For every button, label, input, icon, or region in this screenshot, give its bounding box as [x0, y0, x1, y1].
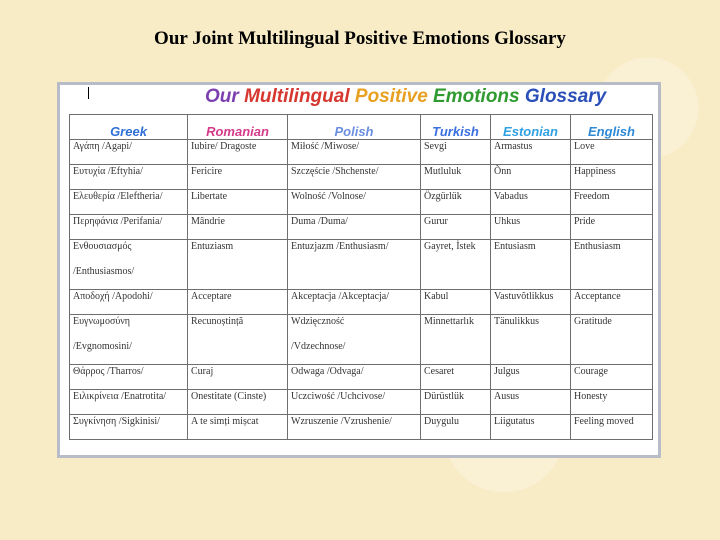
table-cell	[288, 265, 421, 290]
table-cell: Περηφάνια /Perifania/	[70, 215, 188, 240]
table-cell: Acceptare	[188, 290, 288, 315]
table-cell: Feeling moved	[571, 415, 653, 440]
table-cell: Libertate	[188, 190, 288, 215]
table-cell: Sevgi	[421, 140, 491, 165]
table-cell: Ευγνωμοσύνη	[70, 315, 188, 340]
table-cell: A te simți mișcat	[188, 415, 288, 440]
table-cell: Cesaret	[421, 365, 491, 390]
table-cell: Wzruszenie /Vzrushenie/	[288, 415, 421, 440]
header-romanian: Romanian	[188, 115, 288, 140]
table-cell: Õnn	[491, 165, 571, 190]
table-row	[70, 315, 653, 340]
table-row	[70, 190, 653, 215]
table-cell: Enthusiasm	[571, 240, 653, 265]
table-cell: Recunoștință	[188, 315, 288, 340]
table-row	[70, 165, 653, 190]
table-cell: Armastus	[491, 140, 571, 165]
table-cell: Freedom	[571, 190, 653, 215]
header-row	[70, 115, 653, 140]
table-cell: Wolność /Volnose/	[288, 190, 421, 215]
table-cell: Συγκίνηση /Sigkinisi/	[70, 415, 188, 440]
table-cell: Iubire/ Dragoste	[188, 140, 288, 165]
glossary-banner	[205, 85, 607, 109]
banner-word: Glossary	[524, 86, 607, 107]
table-cell	[421, 340, 491, 365]
table-cell: /Vdzechnose/	[288, 340, 421, 365]
header-english: English	[571, 115, 653, 140]
table-cell	[571, 265, 653, 290]
table-cell: Ενθουσιασμός	[70, 240, 188, 265]
table-cell: Liigutatus	[491, 415, 571, 440]
table-cell: Gayret, İstek	[421, 240, 491, 265]
table-cell: Dürüstlük	[421, 390, 491, 415]
table-cell	[188, 340, 288, 365]
header-polish: Polish	[288, 115, 421, 140]
table-cell: Pride	[571, 215, 653, 240]
table-row	[70, 415, 653, 440]
table-cell: Szczęście /Shchenste/	[288, 165, 421, 190]
table-row	[70, 340, 653, 365]
table-cell	[188, 265, 288, 290]
table-cell: Minnettarlık	[421, 315, 491, 340]
table-cell: Özgürlük	[421, 190, 491, 215]
banner-word: Our	[205, 86, 239, 107]
table-cell: Uczciwość /Uchcivose/	[288, 390, 421, 415]
table-cell: Fericire	[188, 165, 288, 190]
header-turkish: Turkish	[421, 115, 491, 140]
table-cell: Akceptacja /Akceptacja/	[288, 290, 421, 315]
table-cell: Odwaga /Odvaga/	[288, 365, 421, 390]
table-cell: Onestitate (Cinste)	[188, 390, 288, 415]
glossary-image-frame	[57, 82, 661, 458]
banner-word: Positive	[354, 86, 428, 107]
table-cell: Αποδοχή /Apodohi/	[70, 290, 188, 315]
table-cell: Uhkus	[491, 215, 571, 240]
table-row	[70, 365, 653, 390]
header-greek: Greek	[70, 115, 188, 140]
table-cell: Acceptance	[571, 290, 653, 315]
table-cell: Mutluluk	[421, 165, 491, 190]
table-cell: Gratitude	[571, 315, 653, 340]
table-row	[70, 140, 653, 165]
table-cell: Αγάπη /Agapi/	[70, 140, 188, 165]
table-row	[70, 215, 653, 240]
table-row	[70, 240, 653, 265]
table-cell: Entusiasm	[491, 240, 571, 265]
table-cell: Love	[571, 140, 653, 165]
table-cell: Vabadus	[491, 190, 571, 215]
table-cell: Duma /Duma/	[288, 215, 421, 240]
banner-word: Multilingual	[244, 86, 350, 107]
table-cell: Curaj	[188, 365, 288, 390]
header-estonian: Estonian	[491, 115, 571, 140]
table-cell: Courage	[571, 365, 653, 390]
glossary-table	[69, 114, 653, 440]
table-cell: Gurur	[421, 215, 491, 240]
table-cell: Kabul	[421, 290, 491, 315]
table-cell: Wdzięczność	[288, 315, 421, 340]
table-cell	[421, 265, 491, 290]
table-cell: Θάρρος /Tharros/	[70, 365, 188, 390]
table-row	[70, 290, 653, 315]
table-cell: Miłość /Miwose/	[288, 140, 421, 165]
table-cell: Ειλικρίνεια /Enatrotita/	[70, 390, 188, 415]
table-cell: Ευτυχία /Eftyhia/	[70, 165, 188, 190]
table-cell	[491, 340, 571, 365]
table-row	[70, 390, 653, 415]
table-cell: Vastuvõtlikkus	[491, 290, 571, 315]
table-cell: Ausus	[491, 390, 571, 415]
table-cell	[571, 340, 653, 365]
text-cursor-marker	[88, 87, 89, 99]
table-cell	[491, 265, 571, 290]
table-cell: Honesty	[571, 390, 653, 415]
table-cell: Entuzjazm /Enthusiasm/	[288, 240, 421, 265]
table-cell: Ελευθερία /Eleftheria/	[70, 190, 188, 215]
table-cell: Entuziasm	[188, 240, 288, 265]
table-cell: Mândrie	[188, 215, 288, 240]
banner-word: Emotions	[433, 86, 520, 107]
table-cell: Happiness	[571, 165, 653, 190]
table-cell: Duygulu	[421, 415, 491, 440]
table-cell: Julgus	[491, 365, 571, 390]
table-cell: /Enthusiasmos/	[70, 265, 188, 290]
table-cell: /Evgnomosini/	[70, 340, 188, 365]
table-cell: Tänulikkus	[491, 315, 571, 340]
table-row	[70, 265, 653, 290]
slide-title: Our Joint Multilingual Positive Emotions Glossary	[154, 28, 566, 49]
